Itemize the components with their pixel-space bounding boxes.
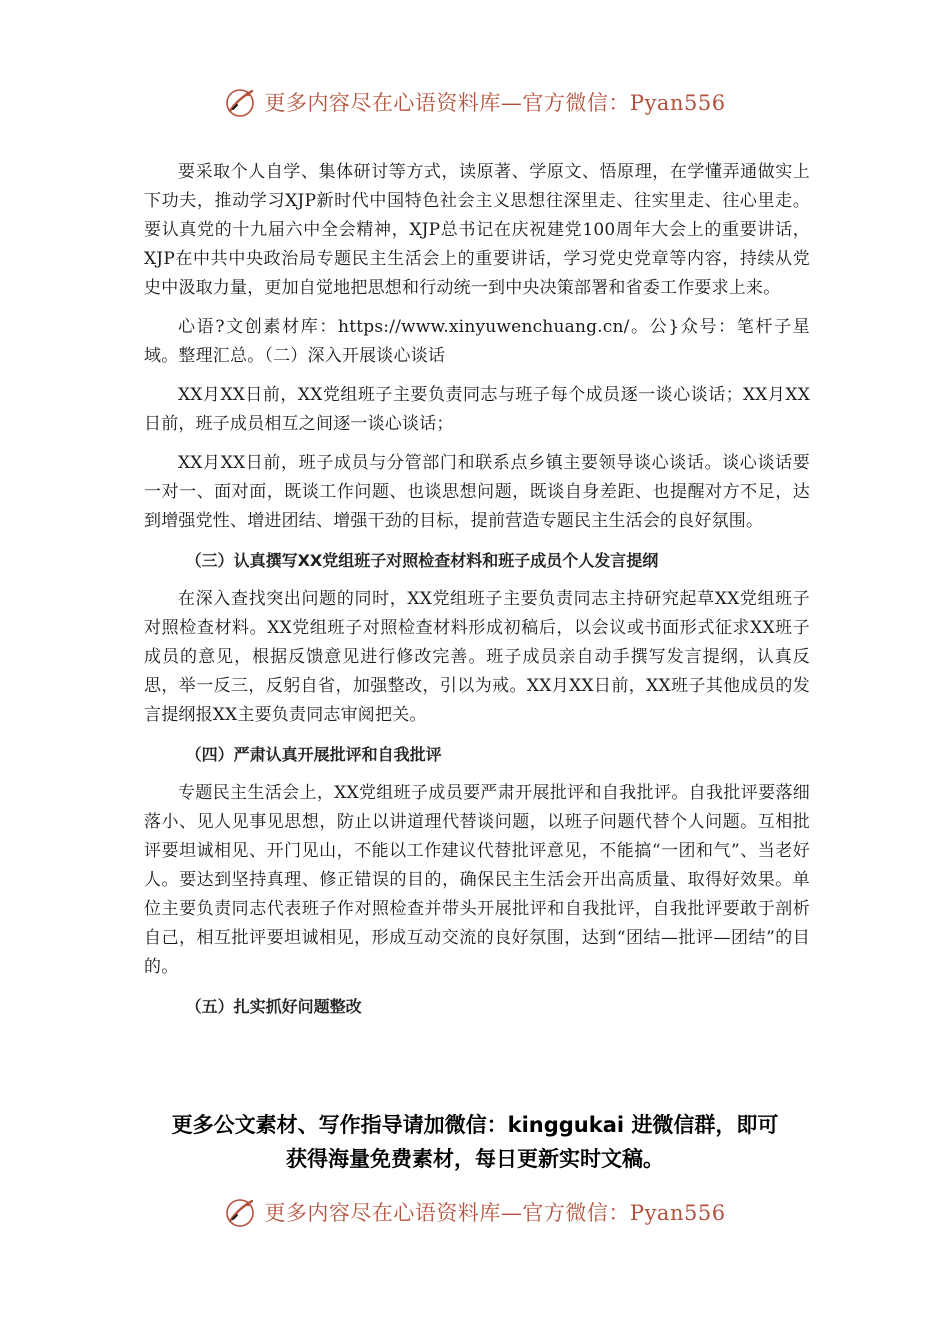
footer-promo-line-1: 更多公文素材、写作指导请加微信：kinggukai 进微信群，即可: [171, 1113, 779, 1137]
paragraph-criticism: 专题民主生活会上，XX党组班子成员要严肃开展批评和自我批评。自我批评要落细落小、见人见事见思想，防止以讲道理代替谈问题，以班子问题代替个人问题。互相批评要坦诚相见、开门见山，不能以工作建议代替批评意见，不能搞“一团和气”、当老好人。要达到坚持真理、修正错误的目的，确保民主生活会开出高质量、取得好效果。单位主要负责同志代表班子作对照检查并带头开展批评和自我批评，自我批评要敢于剖析自己，相互批评要坦诚相见，形成互动交流的良好氛围，达到“团结—批评—团结”的目的。: [144, 783, 810, 977]
paragraph-talk-details: XX月XX日前，班子成员与分管部门和联系点乡镇主要领导谈心谈话。谈心谈话要一对一、面对面，既谈工作问题、也谈思想问题，既谈自身差距、也提醒对方不足，达到增强党性、增进团结、增强干劲的目标，提前营造专题民主生活会的良好氛围。: [144, 453, 810, 531]
header-banner: [0, 80, 950, 124]
footer-promo-line-2: 获得海量免费素材，每日更新实时文稿。: [286, 1147, 664, 1171]
footer-promo: [0, 1108, 950, 1176]
paragraph-source-note: 心语?文创素材库：https://www.xinyuwenchuang.cn/。公}众号：笔杆子星域。整理汇总。（二）深入开展谈心谈话: [144, 317, 810, 366]
section-heading-4: （四）严肃认真开展批评和自我批评: [185, 745, 442, 764]
section-heading-3: （三）认真撰写XX党组班子对照检查材料和班子成员个人发言提纲: [185, 551, 659, 570]
pen-logo-icon: [224, 1195, 258, 1229]
document-body: [144, 158, 810, 1031]
banner-text: 更多内容尽在心语资料库—官方微信：Pyan556: [264, 1201, 726, 1225]
paragraph-materials: 在深入查找突出问题的同时，XX党组班子主要负责同志主持研究起草XX党组班子对照检查材料。XX党组班子对照检查材料形成初稿后，以会议或书面形式征求XX班子成员的意见，根据反馈意见进行修改完善。班子成员亲自动手撰写发言提纲，认真反思，举一反三，反躬自省，加强整改，引以为戒。XX月XX日前，XX班子其他成员的发言提纲报XX主要负责同志审阅把关。: [144, 589, 810, 725]
paragraph-talk-schedule: XX月XX日前，XX党组班子主要负责同志与班子每个成员逐一谈心谈话；XX月XX日前，班子成员相互之间逐一谈心谈话；: [144, 385, 810, 434]
section-heading-5: （五）扎实抓好问题整改: [185, 997, 362, 1016]
banner-text: 更多内容尽在心语资料库—官方微信：Pyan556: [264, 91, 726, 115]
paragraph-study: 要采取个人自学、集体研讨等方式，读原著、学原文、悟原理，在学懂弄通做实上下功夫，推动学习XJP新时代中国特色社会主义思想往深里走、往实里走、往心里走。要认真党的十九届六中全会精神，XJP总书记在庆祝建党100周年大会上的重要讲话，XJP在中共中央政治局专题民主生活会上的重要讲话，学习党史党章等内容，持续从党史中汲取力量，更加自觉地把思想和行动统一到中央决策部署和省委工作要求上来。: [144, 162, 810, 298]
footer-banner: [0, 1190, 950, 1234]
pen-logo-icon: [224, 85, 258, 119]
